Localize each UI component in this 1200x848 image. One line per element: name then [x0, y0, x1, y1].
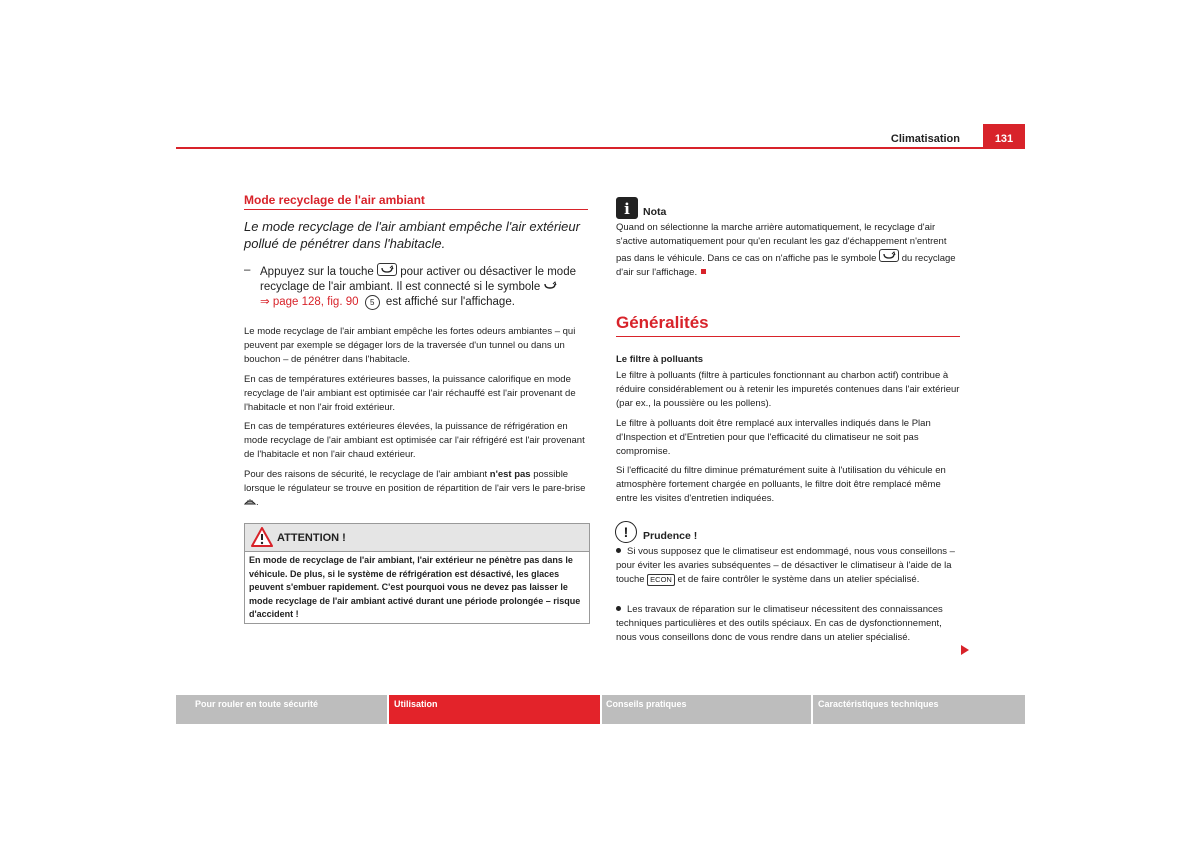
end-marker	[701, 269, 706, 274]
recirculation-key-icon	[377, 263, 397, 276]
econ-key: ECON	[647, 574, 675, 586]
bullet-dot	[616, 548, 621, 553]
emphasis-text: n'est pas	[489, 469, 531, 480]
attention-header	[245, 524, 589, 552]
step-text-3: est affiché sur l'affichage.	[385, 296, 515, 308]
info-icon	[616, 197, 638, 219]
body-paragraph: Le mode recyclage de l'air ambiant empêche les fortes odeurs ambiantes – qui peuvent par exemple se dégager lors de la traversée d'un tunnel ou dans un bouchon – de pénétrer dans l'habitacle.	[244, 326, 576, 365]
subheading-filter: Le filtre à polluants	[616, 354, 704, 365]
recirculation-key-icon	[879, 249, 899, 262]
windshield-defrost-icon	[244, 497, 256, 508]
next-page-arrow-icon[interactable]	[961, 645, 969, 655]
attention-box	[244, 523, 590, 624]
warning-triangle-icon	[251, 527, 273, 552]
recirculation-symbol-icon	[543, 281, 557, 293]
para-text: possible lorsque le régulateur se trouve en position de répartition de l'air vers le pare-brise	[244, 469, 586, 494]
step-text-1: Appuyez sur la touche	[260, 266, 374, 278]
section-heading-recirculation: Mode recyclage de l'air ambiant	[244, 193, 425, 207]
tab-pour-rouler[interactable]	[176, 695, 387, 724]
body-paragraph-safety: Pour des raisons de sécurité, le recyclage de l'air ambiant n'est pas possible lorsque le régulateur se trouve en position de répartition de l'air vers le pare-brise .	[244, 469, 586, 508]
bullet-text: et de faire contrôler le système dans un atelier spécialisé.	[677, 574, 920, 585]
figure-reference-link[interactable]: ⇒ page 128, fig. 90	[260, 296, 359, 308]
bullet-item	[616, 545, 960, 587]
bullet-dot	[616, 606, 621, 611]
figure-callout: 5	[365, 295, 380, 310]
step-dash: –	[244, 264, 251, 276]
heading-rule	[244, 209, 588, 210]
tab-conseils-pratiques[interactable]	[602, 695, 811, 724]
section-title-generalites: Généralités	[616, 313, 709, 332]
prudence-title: Prudence !	[643, 530, 698, 542]
tab-label: Pour rouler en toute sécurité	[195, 699, 319, 709]
svg-text:i: i	[624, 200, 630, 218]
tab-label: Caractéristiques techniques	[818, 699, 939, 709]
nota-text	[616, 221, 960, 280]
tab-label: Conseils pratiques	[606, 699, 687, 709]
tab-utilisation[interactable]	[389, 695, 600, 724]
nota-title: Nota	[643, 206, 667, 218]
bullet-text: Les travaux de réparation sur le climatiseur nécessitent des connaissances techniques particulières et des outils spéciaux. En cas de dysfonctionnement, nous vous conseillons donc de vous rendre dans un atelier spécialisé.	[616, 604, 943, 643]
body-paragraph: Le filtre à polluants (filtre à particules fonctionnant au charbon actif) contribue à réduire considérablement ou à retenir les impuretés contenues dans l'air extérieur (par ex., la poussière ou les pollens).	[616, 370, 960, 409]
body-paragraph: En cas de températures extérieures élevées, la puissance de réfrigération en mode recyclage de l'air ambiant est optimisée car l'air réfrigéré est l'air provenant de l'habitacle et non l'air chaud extérieur.	[244, 421, 585, 460]
step-text-2: pour activer ou désactiver le mode recyclage de l'air ambiant. Il est connecté si le symbole	[260, 266, 576, 293]
bullet-text: Si vous supposez que le climatiseur est endommagé, nous vous conseillons – pour éviter les avaries subséquentes – de désactiver le climatiseur à l'aide de la touche	[616, 546, 955, 585]
nota-text-1: Quand on sélectionne la marche arrière automatiquement, le recyclage d'air s'active automatiquement pour qu'en reculant les gaz d'échappement n'entrent pas dans le véhicule. Dans ce cas on n'affiche pas le symbole	[616, 222, 947, 264]
attention-title: ATTENTION !	[277, 532, 346, 544]
page-number: 131	[983, 124, 1025, 148]
running-header-title: Climatisation	[890, 133, 960, 145]
instruction-step	[244, 263, 588, 310]
body-paragraph: Si l'efficacité du filtre diminue prématurément suite à l'utilisation du véhicule en atmosphère fortement chargée en polluants, le filtre doit être remplacé même entre les visites d'entretien indiquées.	[616, 465, 946, 504]
nota-text-2: du recyclage d'air sur l'affichage.	[616, 253, 956, 278]
section-rule	[616, 336, 960, 337]
body-paragraph: Le filtre à polluants doit être remplacé aux intervalles indiqués dans le Plan d'Inspection et d'Entretien pour que l'efficacité du climatiseur ne soit pas compromise.	[616, 418, 931, 457]
bullet-item	[616, 603, 960, 645]
para-text: Pour des raisons de sécurité, le recyclage de l'air ambiant	[244, 469, 490, 480]
lead-paragraph: Le mode recyclage de l'air ambiant empêche l'air extérieur pollué de pénétrer dans l'habitacle.	[244, 219, 580, 251]
tab-caracteristiques-techniques[interactable]	[813, 695, 1025, 724]
caution-icon: !	[615, 521, 637, 543]
header-rule	[176, 147, 1025, 149]
body-paragraph: En cas de températures extérieures basses, la puissance calorifique en mode recyclage de l'air ambiant est optimisée car l'air réchauffé est l'air provenant de l'habitacle et non l'air froid extérieur.	[244, 374, 576, 413]
attention-text: En mode de recyclage de l'air ambiant, l'air extérieur ne pénètre pas dans le véhicule. De plus, si le système de réfrigération est désactivé, les glaces peuvent s'embuer rapidement. C'est pourquoi vous ne devez pas laisser le mode recyclage de l'air ambiant activé durant une période prolongée – risque d'accident !	[249, 555, 581, 619]
tab-label: Utilisation	[394, 699, 438, 709]
